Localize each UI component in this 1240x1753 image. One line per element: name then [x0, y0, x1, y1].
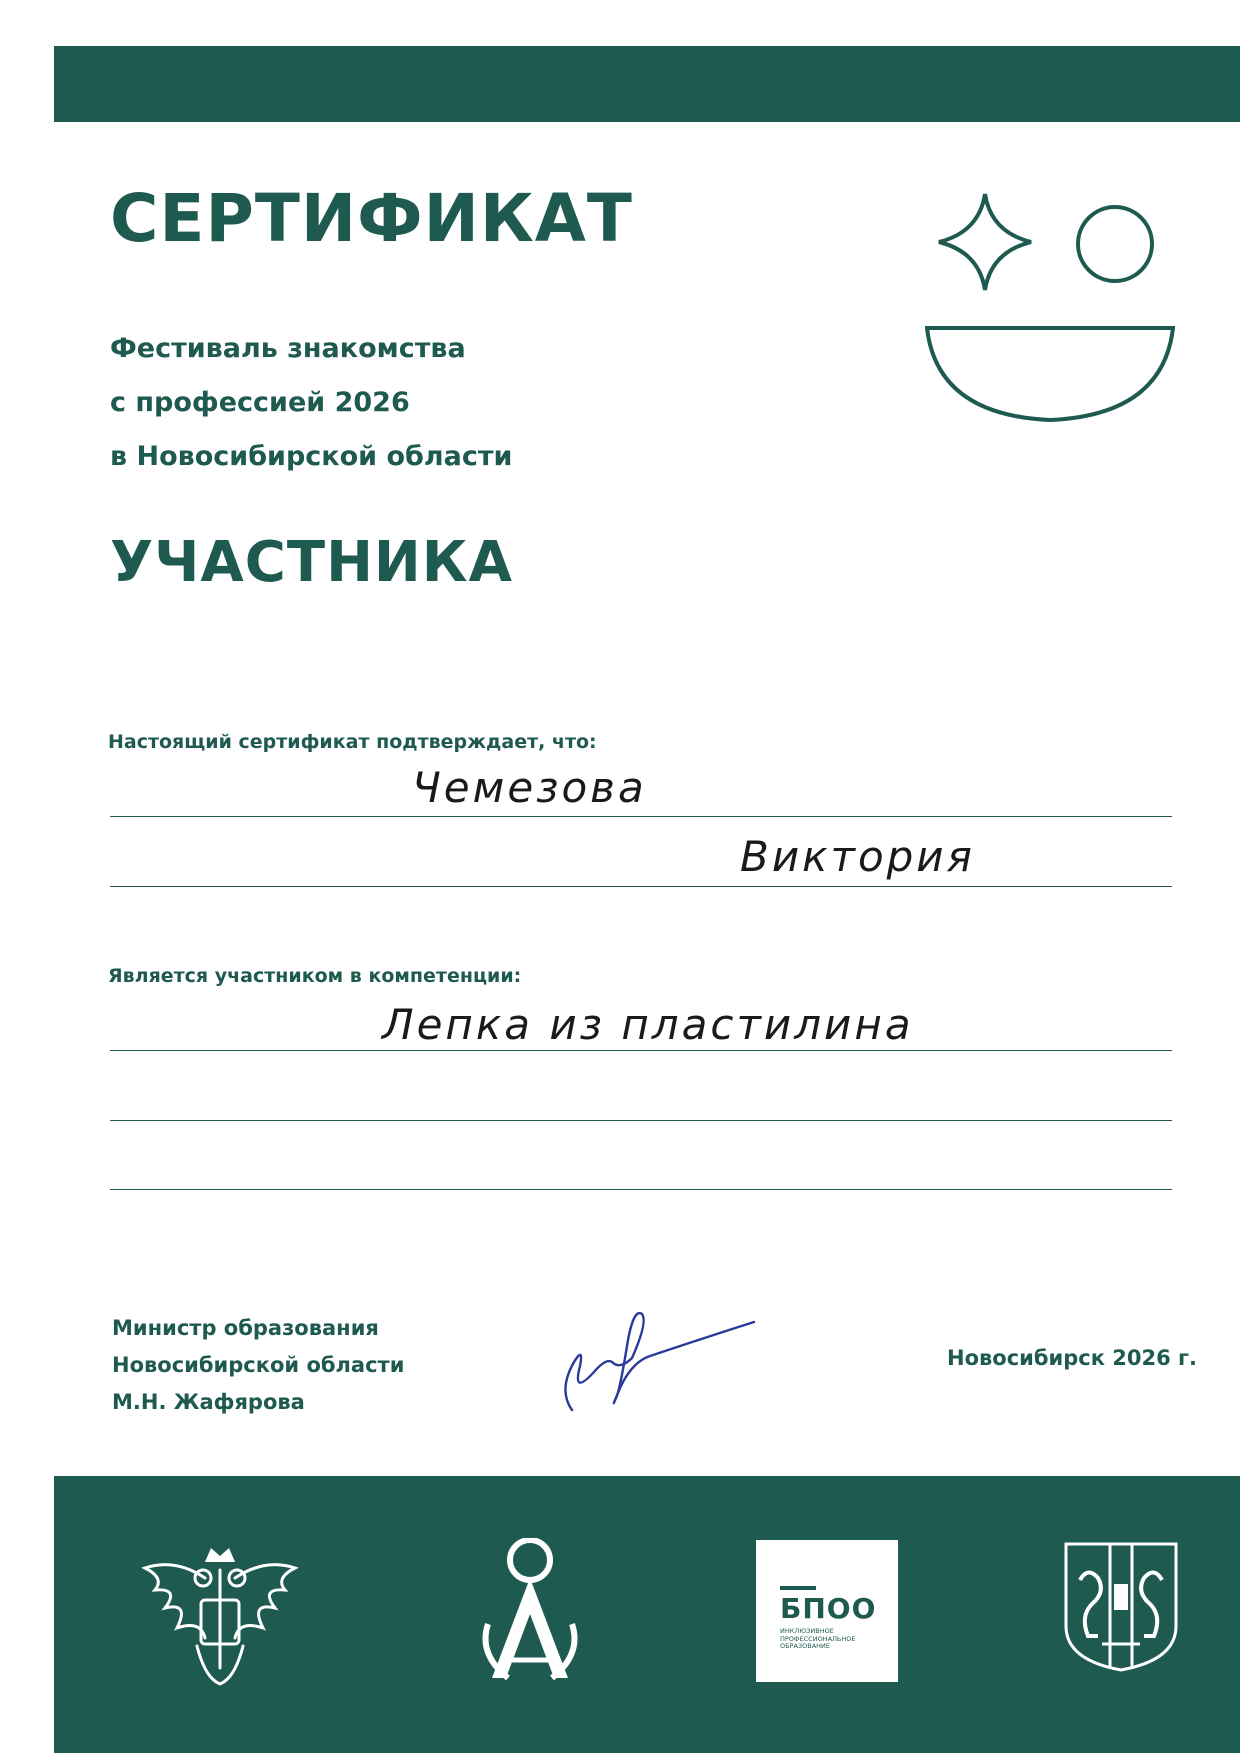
- competence-line-3: [110, 1189, 1172, 1190]
- bpoo-logo: [756, 1540, 898, 1682]
- novosibirsk-coat-of-arms-icon: [1062, 1540, 1180, 1674]
- certificate-title: СЕРТИФИКАТ: [110, 180, 633, 257]
- competence-handwritten: Лепка из пластилина: [382, 1000, 914, 1049]
- bowl-icon: [927, 328, 1173, 420]
- subtitle-line-3: в Новосибирской области: [110, 441, 513, 472]
- competence-line-2: [110, 1120, 1172, 1121]
- sparkle-icon: [939, 194, 1031, 290]
- surname-line: [110, 816, 1172, 817]
- bpoo-bar: [780, 1586, 816, 1590]
- festival-subtitle: [110, 322, 512, 484]
- subtitle-line-2: с профессией 2026: [110, 387, 410, 418]
- competence-label: Является участником в компетенции:: [108, 965, 522, 987]
- signer-block: [112, 1310, 404, 1421]
- circle-icon: [1078, 207, 1152, 281]
- bpoo-subtitle: ИНКЛЮЗИВНОЕ ПРОФЕССИОНАЛЬНОЕ ОБРАЗОВАНИЕ: [780, 1627, 856, 1650]
- festival-logo-icon: [478, 1538, 582, 1684]
- signature-mark: [550, 1300, 770, 1420]
- signer-line-2: Новосибирской области: [112, 1353, 405, 1377]
- signer-line-1: Министр образования: [112, 1316, 379, 1340]
- eagle-emblem-icon: [135, 1538, 305, 1688]
- decorative-face-graphic: [925, 190, 1175, 430]
- subtitle-line-1: Фестиваль знакомства: [110, 333, 466, 364]
- confirm-label: Настоящий сертификат подтверждает, что:: [108, 731, 597, 753]
- name-handwritten: Виктория: [740, 832, 975, 881]
- competence-line-1: [110, 1050, 1172, 1051]
- bpoo-title: БПОО: [780, 1592, 877, 1625]
- place-date: Новосибирск 2026 г.: [947, 1346, 1198, 1370]
- name-line: [110, 886, 1172, 887]
- participant-title: УЧАСТНИКА: [110, 530, 513, 595]
- surname-handwritten: Чемезова: [412, 763, 647, 812]
- signer-name: М.Н. Жафярова: [112, 1390, 305, 1414]
- top-band: [54, 46, 1240, 122]
